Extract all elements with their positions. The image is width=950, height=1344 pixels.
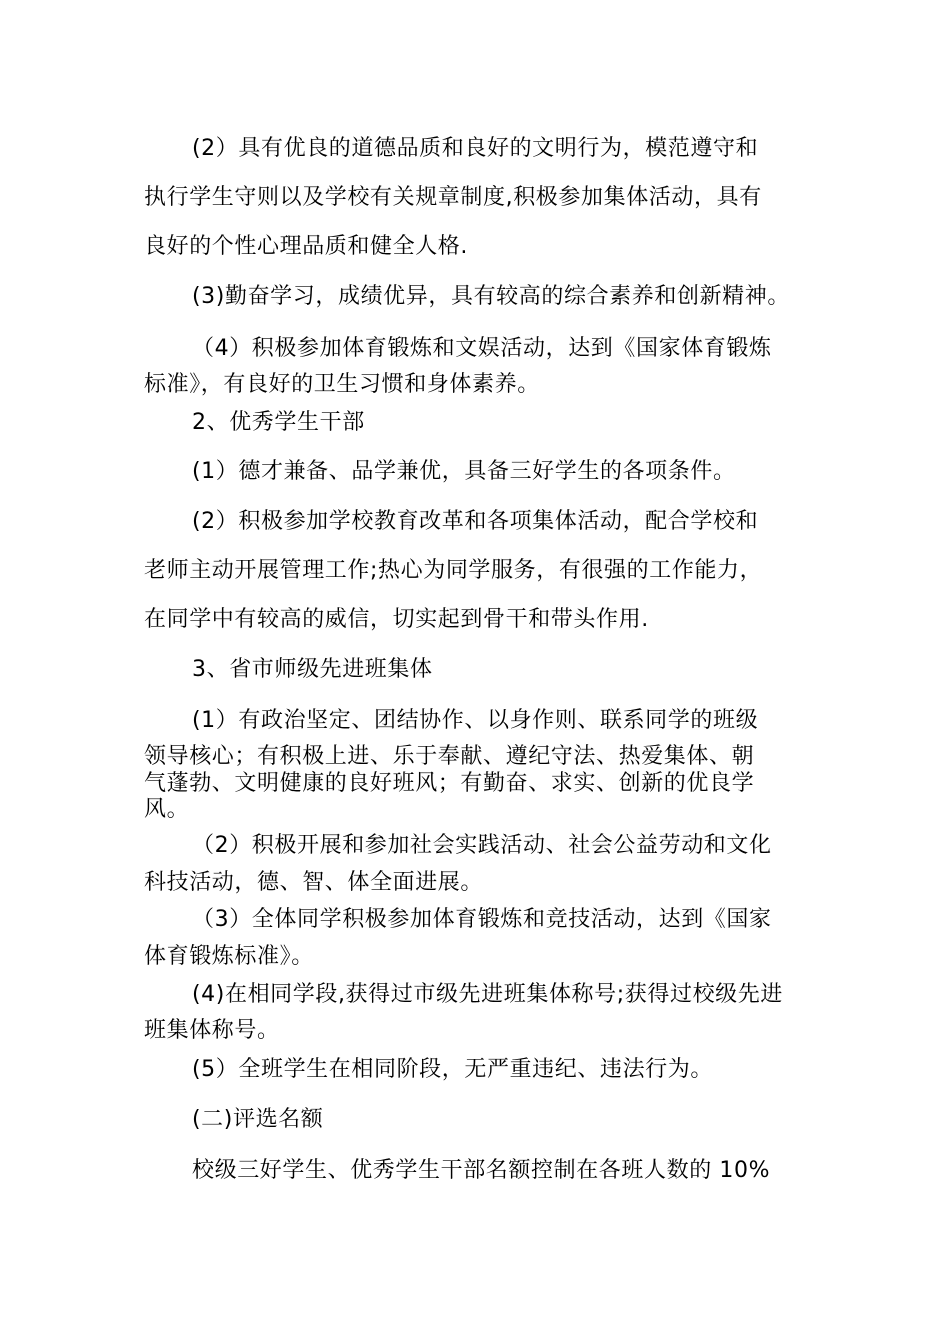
text-line: (2）具有优良的道德品质和良好的文明行为，模范遵守和 (192, 136, 759, 161)
text-line: (2）积极参加学校教育改革和各项集体活动，配合学校和 (192, 509, 759, 534)
text-line: 执行学生守则以及学校有关规章制度,积极参加集体活动，具有 (144, 185, 762, 210)
text-line: 良好的个性心理品质和健全人格. (144, 234, 468, 259)
text-line: (1）德才兼备、品学兼优，具备三好学生的各项条件。 (192, 459, 736, 484)
text-line: (5）全班学生在相同阶段，无严重违纪、违法行为。 (192, 1057, 713, 1082)
text-line: 领导核心；有积极上进、乐于奉献、遵纪守法、热爱集体、朝 (144, 744, 755, 769)
section-heading: 2、优秀学生干部 (192, 410, 365, 435)
section-heading: 3、省市师级先进班集体 (192, 657, 433, 682)
text-line: （2）积极开展和参加社会实践活动、社会公益劳动和文化 (192, 833, 772, 858)
text-line: 科技活动，德、智、体全面进展。 (144, 870, 484, 895)
text-line: 班集体称号。 (144, 1018, 280, 1043)
text-line: 体育锻炼标准》。 (144, 944, 314, 969)
text-line: 老师主动开展管理工作;热心为同学服务，有很强的工作能力， (144, 558, 763, 583)
text-line: （4）积极参加体育锻炼和文娱活动，达到《国家体育锻炼 (192, 336, 772, 361)
text-line: 气蓬勃、文明健康的良好班风；有勤奋、求实、创新的优良学 (144, 771, 755, 796)
section-heading: (二)评选名额 (192, 1107, 324, 1132)
text-line: 校级三好学生、优秀学生干部名额控制在各班人数的 10% (192, 1158, 771, 1183)
text-line: 风。 (144, 797, 190, 822)
text-line: (1）有政治坚定、团结协作、以身作则、联系同学的班级 (192, 708, 759, 733)
text-line: (3)勤奋学习，成绩优异，具有较高的综合素养和创新精神。 (192, 284, 790, 309)
text-line: 标准》，有良好的卫生习惯和身体素养。 (144, 372, 540, 397)
text-line: 在同学中有较高的威信，切实起到骨干和带头作用. (144, 607, 649, 632)
text-line: （3）全体同学积极参加体育锻炼和竞技活动，达到《国家 (192, 907, 772, 932)
text-line: (4)在相同学段,获得过市级先进班集体称号;获得过校级先进 (192, 982, 783, 1007)
